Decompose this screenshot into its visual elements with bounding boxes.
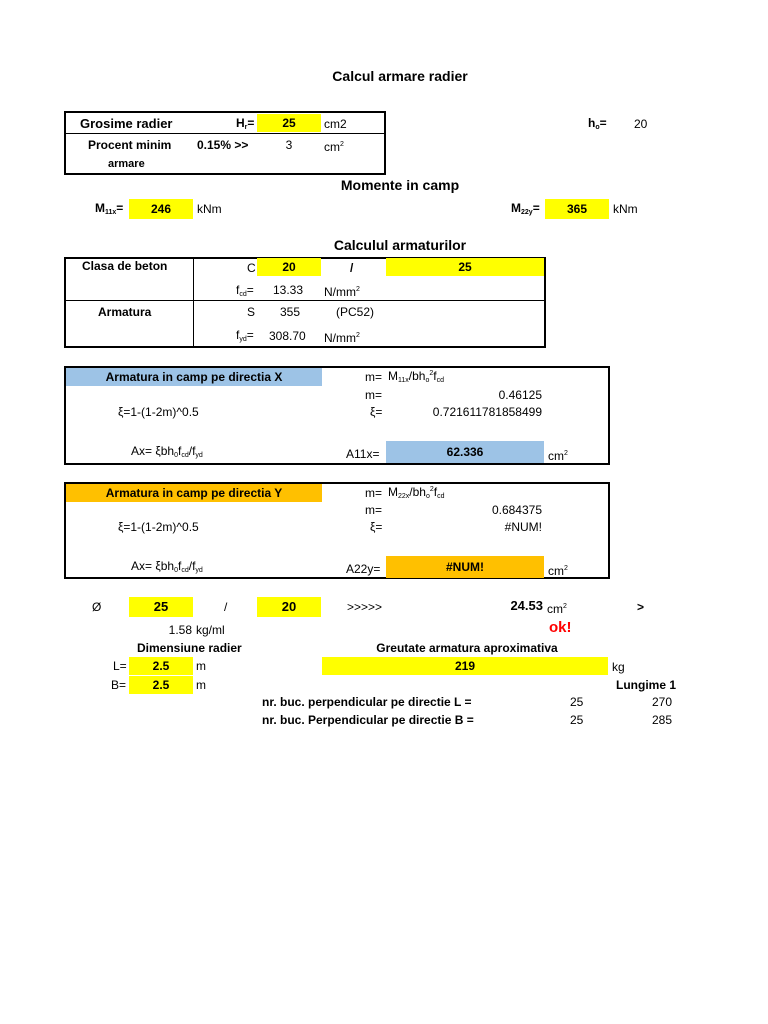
page-title: Calcul armare radier	[332, 68, 468, 84]
hr-symbol: $H_r=$	[236, 116, 255, 131]
diry-m-value: 0.684375	[491, 503, 542, 517]
diry-header: Armatura in camp pe directia Y	[66, 484, 322, 502]
nrbuc-l-length: 270	[651, 695, 672, 709]
dirx-m-label: m=	[365, 388, 383, 402]
dirx-a-value: 62.336	[386, 441, 544, 463]
grosime-unit: cm2	[324, 117, 347, 131]
dirx-ax-formula: $Ax= \xi bh_0f_{cd}/f_{yd}$	[131, 444, 203, 459]
l-label: L=	[113, 659, 127, 673]
diry-a-label: A22y=	[346, 562, 381, 576]
diry-xi-value: #NUM!	[504, 520, 542, 534]
procent-label: Procent minim	[88, 138, 172, 152]
fcd-value: 13.33	[273, 283, 304, 297]
armatura-label: Armatura	[98, 305, 152, 319]
ho-symbol: $h_o=$	[588, 116, 607, 131]
beton-label: Clasa de beton	[82, 259, 168, 273]
greutate-title: Greutate armatura aproximativa	[376, 641, 558, 655]
grosime-label: Grosime radier	[80, 116, 173, 131]
bar-weight: 1.58	[168, 623, 192, 637]
armatura-s-value: 355	[280, 305, 301, 319]
b-value[interactable]: 2.5	[129, 676, 193, 694]
greutate-unit: kg	[612, 660, 625, 674]
divider	[64, 133, 386, 134]
greutate-value: 219	[322, 657, 608, 675]
beton-slash: /	[350, 261, 354, 275]
fcd-symbol: $f_{cd}=$	[236, 283, 254, 298]
procent-pct: 0.15% >>	[197, 138, 249, 152]
ho-value: 20	[634, 117, 648, 131]
ok-status: ok!	[549, 619, 572, 636]
dim-title: Dimensiune radier	[137, 641, 242, 655]
procent-value: 3	[285, 138, 293, 152]
m11-symbol: $M_{11x}=$	[95, 201, 124, 216]
nrbuc-l-label: nr. buc. perpendicular pe directie L =	[262, 695, 472, 709]
l-value[interactable]: 2.5	[129, 657, 193, 675]
bar-weight-unit: kg/ml	[196, 623, 225, 637]
m22-value[interactable]: 365	[545, 199, 609, 219]
dirx-m-formula: $M_{11x}/bh_o^2f_{cd}$	[388, 369, 445, 384]
armatura-s: S	[247, 305, 256, 319]
bar-area-unit: $cm^2$	[547, 602, 567, 616]
l-unit: m	[196, 659, 206, 673]
procent-unit: $cm^2$	[324, 140, 344, 154]
dirx-m-value: 0.46125	[498, 388, 542, 402]
nrbuc-b-length: 285	[651, 713, 672, 727]
diry-a-value: #NUM!	[386, 556, 544, 578]
dirx-a-label: A11x=	[346, 447, 380, 461]
diry-m-formula: $M_{22x}/bh_o^2f_{cd}$	[388, 485, 445, 500]
dirx-a-unit: $cm^2$	[548, 449, 568, 463]
diry-ax-formula: $Ax= \xi bh_0f_{cd}/f_{yd}$	[131, 559, 203, 574]
b-unit: m	[196, 678, 206, 692]
diry-m-label: m=	[365, 503, 383, 517]
grosime-value[interactable]: 25	[257, 114, 321, 132]
nrbuc-b-count: 25	[570, 713, 584, 727]
beton-val2[interactable]: 25	[386, 258, 544, 276]
bar-area: 24.53	[510, 598, 543, 613]
diry-m-formula-label: m=	[365, 486, 383, 500]
dirx-xi-formula: ξ=1-(1-2m)^0.5	[118, 405, 199, 419]
diry-xi-label: ξ=	[370, 520, 383, 534]
nrbuc-l-count: 25	[570, 695, 584, 709]
nrbuc-b-label: nr. buc. Perpendicular pe directie B =	[262, 713, 474, 727]
m11-unit: kNm	[197, 202, 222, 216]
bar-diameter[interactable]: 25	[129, 597, 193, 617]
beton-c: C	[247, 261, 256, 275]
arrows: >>>>>	[347, 600, 383, 614]
m22-unit: kNm	[613, 202, 638, 216]
momente-title: Momente in camp	[340, 177, 460, 193]
bar-slash: /	[224, 600, 228, 614]
diry-xi-formula: ξ=1-(1-2m)^0.5	[118, 520, 199, 534]
phi-symbol: Ø	[92, 600, 102, 614]
fcd-unit: $N/mm^2$	[324, 285, 360, 299]
b-label: B=	[111, 678, 127, 692]
dirx-xi-value: 0.721611781858499	[432, 405, 542, 419]
lungime-label: Lungime 1	[616, 678, 677, 692]
armatura-note: (PC52)	[336, 305, 375, 319]
m11-value[interactable]: 246	[129, 199, 193, 219]
dirx-xi-label: ξ=	[370, 405, 383, 419]
fyd-unit: $N/mm^2$	[324, 331, 360, 345]
calcul-title: Calculul armaturilor	[333, 237, 467, 253]
diry-a-unit: $cm^2$	[548, 564, 568, 578]
divider	[193, 257, 194, 348]
fyd-value: 308.70	[269, 329, 306, 343]
dirx-m-formula-label: m=	[365, 370, 383, 384]
divider	[64, 300, 546, 301]
m22-symbol: $M_{22y}=$	[511, 201, 540, 216]
bar-spacing[interactable]: 20	[257, 597, 321, 617]
gt-symbol: >	[637, 600, 645, 614]
fyd-symbol: $f_{yd}=$	[236, 328, 254, 343]
dirx-header: Armatura in camp pe directia X	[66, 368, 322, 386]
beton-val1[interactable]: 20	[257, 258, 321, 276]
procent-label-2: armare	[108, 158, 145, 170]
